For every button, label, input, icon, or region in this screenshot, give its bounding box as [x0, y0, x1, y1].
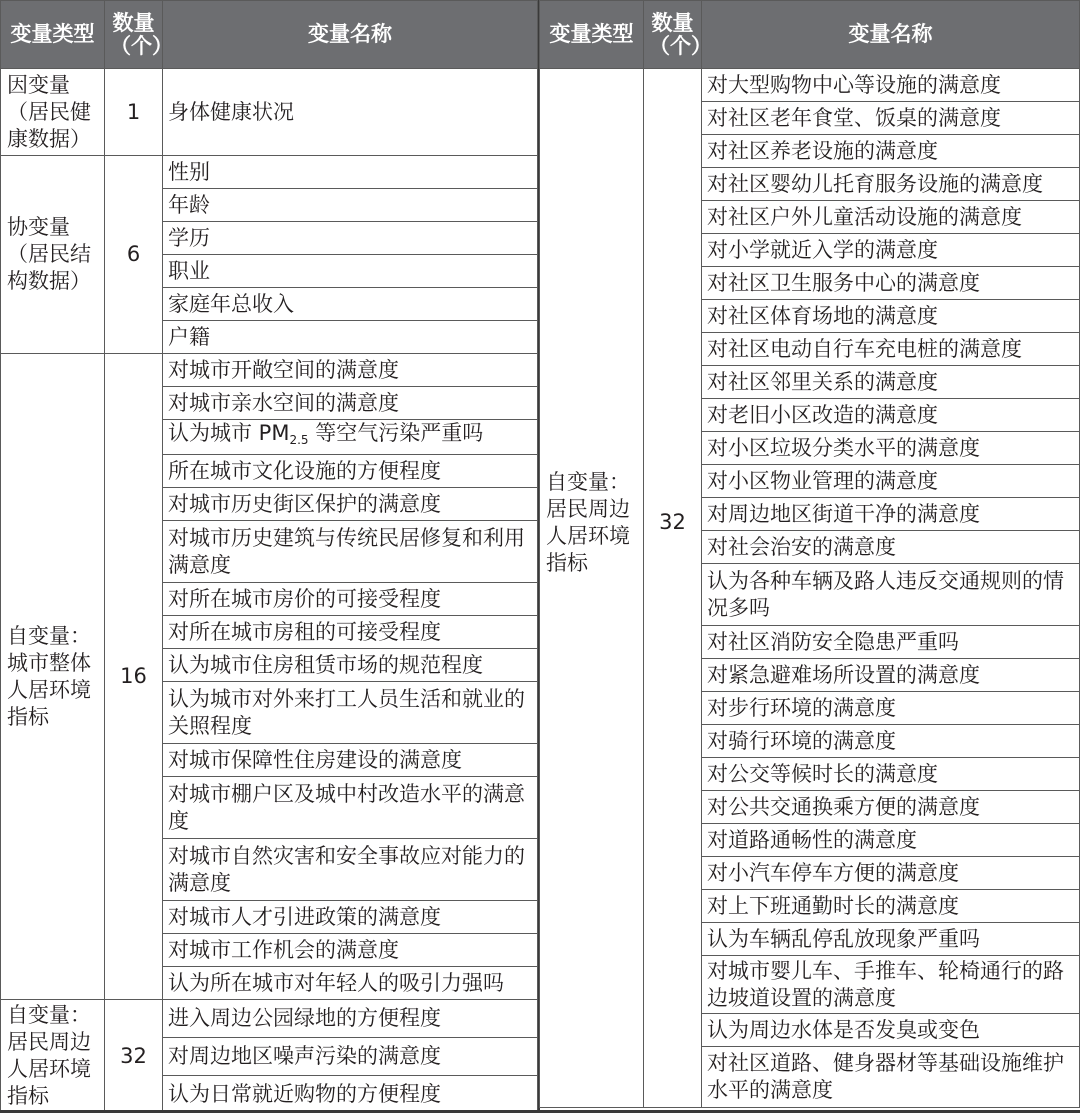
variable-cell: 对老旧小区改造的满意度	[702, 399, 1080, 432]
variable-cell: 对公共交通换乘方便的满意度	[702, 791, 1080, 824]
right-table	[539, 0, 1080, 1108]
header-name: 变量名称	[702, 1, 1080, 69]
variable-cell: 对社区电动自行车充电桩的满意度	[702, 333, 1080, 366]
variable-cell: 对社区户外儿童活动设施的满意度	[702, 201, 1080, 234]
variable-cell: 对道路通畅性的满意度	[702, 824, 1080, 857]
pm-subscript: 2.5	[289, 433, 309, 447]
variable-cell: 对社区婴幼儿托育服务设施的满意度	[702, 168, 1080, 201]
count-cell: 16	[105, 354, 163, 1000]
variable-cell: 对小学就近入学的满意度	[702, 234, 1080, 267]
left-table	[0, 0, 538, 1113]
category-cell: 自变量：居民周边人居环境指标	[540, 69, 644, 1108]
variable-cell: 认为所在城市对年轻人的吸引力强吗	[163, 967, 538, 1000]
count-cell: 1	[105, 69, 163, 156]
variable-cell: 对小区物业管理的满意度	[702, 465, 1080, 498]
variable-cell: 对周边地区噪声污染的满意度	[163, 1038, 538, 1076]
header-count: 数量（个）	[105, 1, 163, 69]
variable-cell: 对小汽车停车方便的满意度	[702, 857, 1080, 890]
variable-cell: 对社区卫生服务中心的满意度	[702, 267, 1080, 300]
table-row	[1, 69, 538, 156]
variable-cell: 对大型购物中心等设施的满意度	[702, 69, 1080, 102]
variable-cell: 对上下班通勤时长的满意度	[702, 890, 1080, 923]
variable-cell: 对城市开敞空间的满意度	[163, 354, 538, 387]
variable-cell: 对城市保障性住房建设的满意度	[163, 744, 538, 777]
header-type: 变量类型	[1, 1, 105, 69]
variable-cell: 对城市人才引进政策的满意度	[163, 901, 538, 934]
count-cell: 32	[644, 69, 702, 1108]
variable-cell: 认为周边水体是否发臭或变色	[702, 1014, 1080, 1047]
variable-cell: 对所在城市房租的可接受程度	[163, 616, 538, 649]
category-cell: 协变量（居民结构数据）	[1, 156, 105, 354]
variable-cell: 职业	[163, 255, 538, 288]
table-row	[1, 156, 538, 189]
variable-cell: 性别	[163, 156, 538, 189]
variable-cell-pm	[163, 420, 538, 455]
variable-cell: 认为城市对外来打工人员生活和就业的关照程度	[163, 682, 538, 744]
header-type: 变量类型	[540, 1, 644, 69]
table-row	[1, 1000, 538, 1038]
category-cell: 因变量（居民健康数据）	[1, 69, 105, 156]
variable-cell: 对公交等候时长的满意度	[702, 758, 1080, 791]
variable-cell: 对城市棚户区及城中村改造水平的满意度	[163, 777, 538, 839]
header-row	[540, 1, 1080, 69]
category-cell: 自变量：城市整体人居环境指标	[1, 354, 105, 1000]
variable-cell: 对城市工作机会的满意度	[163, 934, 538, 967]
variable-cell: 户籍	[163, 321, 538, 354]
header-count: 数量（个）	[644, 1, 702, 69]
variable-cell: 对社区养老设施的满意度	[702, 135, 1080, 168]
variable-cell: 学历	[163, 222, 538, 255]
variable-cell: 对社会治安的满意度	[702, 531, 1080, 564]
variable-cell: 对城市婴儿车、手推车、轮椅通行的路边坡道设置的满意度	[702, 956, 1080, 1014]
table-row	[1, 354, 538, 387]
variable-cell: 对社区消防安全隐患严重吗	[702, 626, 1080, 659]
variable-cell: 对城市历史街区保护的满意度	[163, 488, 538, 521]
variable-cell: 对城市自然灾害和安全事故应对能力的满意度	[163, 839, 538, 901]
variable-cell: 对社区邻里关系的满意度	[702, 366, 1080, 399]
variable-cell: 认为各种车辆及路人违反交通规则的情况多吗	[702, 564, 1080, 626]
header-name: 变量名称	[163, 1, 538, 69]
variable-cell: 认为车辆乱停乱放现象严重吗	[702, 923, 1080, 956]
variable-cell: 对小区垃圾分类水平的满意度	[702, 432, 1080, 465]
count-cell: 6	[105, 156, 163, 354]
variable-cell: 对社区道路、健身器材等基础设施维护水平的满意度	[702, 1047, 1080, 1108]
category-cell: 自变量：居民周边人居环境指标	[1, 1000, 105, 1113]
table-row	[540, 69, 1080, 102]
variable-cell: 对周边地区街道干净的满意度	[702, 498, 1080, 531]
variable-cell: 身体健康状况	[163, 69, 538, 156]
variable-cell: 进入周边公园绿地的方便程度	[163, 1000, 538, 1038]
variable-cell: 对城市亲水空间的满意度	[163, 387, 538, 420]
variable-cell: 对所在城市房价的可接受程度	[163, 583, 538, 616]
variable-cell: 家庭年总收入	[163, 288, 538, 321]
variable-cell: 年龄	[163, 189, 538, 222]
pm-prefix: 认为城市 PM	[168, 421, 290, 445]
header-row	[1, 1, 538, 69]
variable-cell: 对紧急避难场所设置的满意度	[702, 659, 1080, 692]
variable-cell: 对社区体育场地的满意度	[702, 300, 1080, 333]
variable-cell: 对骑行环境的满意度	[702, 725, 1080, 758]
variable-cell: 认为日常就近购物的方便程度	[163, 1076, 538, 1113]
pm-suffix: 等空气污染严重吗	[308, 421, 484, 445]
count-cell: 32	[105, 1000, 163, 1113]
variable-cell: 认为城市住房租赁市场的规范程度	[163, 649, 538, 682]
variable-cell: 对步行环境的满意度	[702, 692, 1080, 725]
variable-cell: 所在城市文化设施的方便程度	[163, 455, 538, 488]
variable-cell: 对城市历史建筑与传统民居修复和利用满意度	[163, 521, 538, 583]
variable-cell: 对社区老年食堂、饭桌的满意度	[702, 102, 1080, 135]
